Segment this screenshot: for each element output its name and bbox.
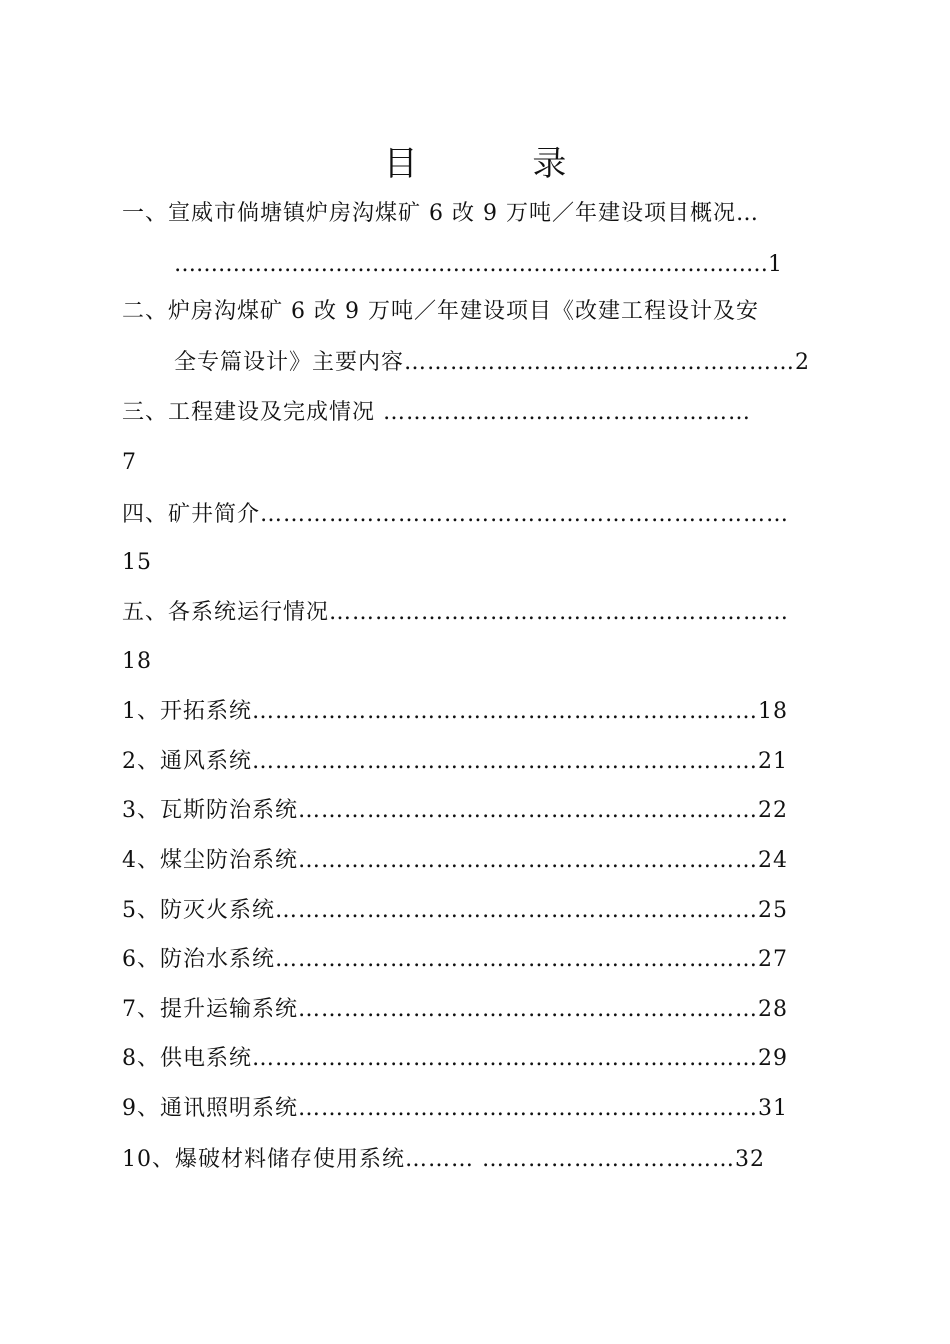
toc-entry-4: 四、矿井简介…………………………………………………………… [122, 502, 790, 527]
toc-entry-5: 五、各系统运行情况…………………………………………………… [122, 600, 790, 625]
toc-entry-2: 二、炉房沟煤矿 6 改 9 万吨／年建设项目《改建工程设计及安 [122, 299, 759, 324]
toc-entry-5-10: 10、爆破材料储存使用系统……… ……………………………32 [122, 1147, 765, 1172]
toc-entry-3: 三、工程建设及完成情况 ………………………………………… [122, 400, 751, 425]
toc-entry-5-6: 6、防治水系统………………………………………………………27 [122, 947, 788, 972]
page-title: 目 录 [383, 144, 619, 184]
toc-entry-4-page: 15 [122, 550, 152, 575]
toc-entry-5-1: 1、开拓系统…………………………………………………………18 [122, 699, 788, 724]
toc-entry-1-continuation: ………………………………………………………………………1 [174, 252, 782, 277]
toc-entry-5-8: 8、供电系统…………………………………………………………29 [122, 1046, 788, 1071]
toc-entry-5-3: 3、瓦斯防治系统……………………………………………………22 [122, 798, 788, 823]
toc-entry-5-page: 18 [122, 649, 152, 674]
toc-entry-2-continuation: 全专篇设计》主要内容……………………………………………2 [174, 350, 810, 375]
toc-entry-5-9: 9、通讯照明系统……………………………………………………31 [122, 1096, 788, 1121]
toc-entry-5-5: 5、防灭火系统………………………………………………………25 [122, 898, 788, 923]
toc-entry-5-4: 4、煤尘防治系统……………………………………………………24 [122, 848, 788, 873]
toc-entry-5-7: 7、提升运输系统……………………………………………………28 [122, 997, 788, 1022]
toc-entry-5-2: 2、通风系统…………………………………………………………21 [122, 749, 788, 774]
toc-entry-3-page: 7 [122, 450, 137, 475]
toc-entry-1: 一、宣威市倘塘镇炉房沟煤矿 6 改 9 万吨／年建设项目概况… [122, 201, 759, 226]
